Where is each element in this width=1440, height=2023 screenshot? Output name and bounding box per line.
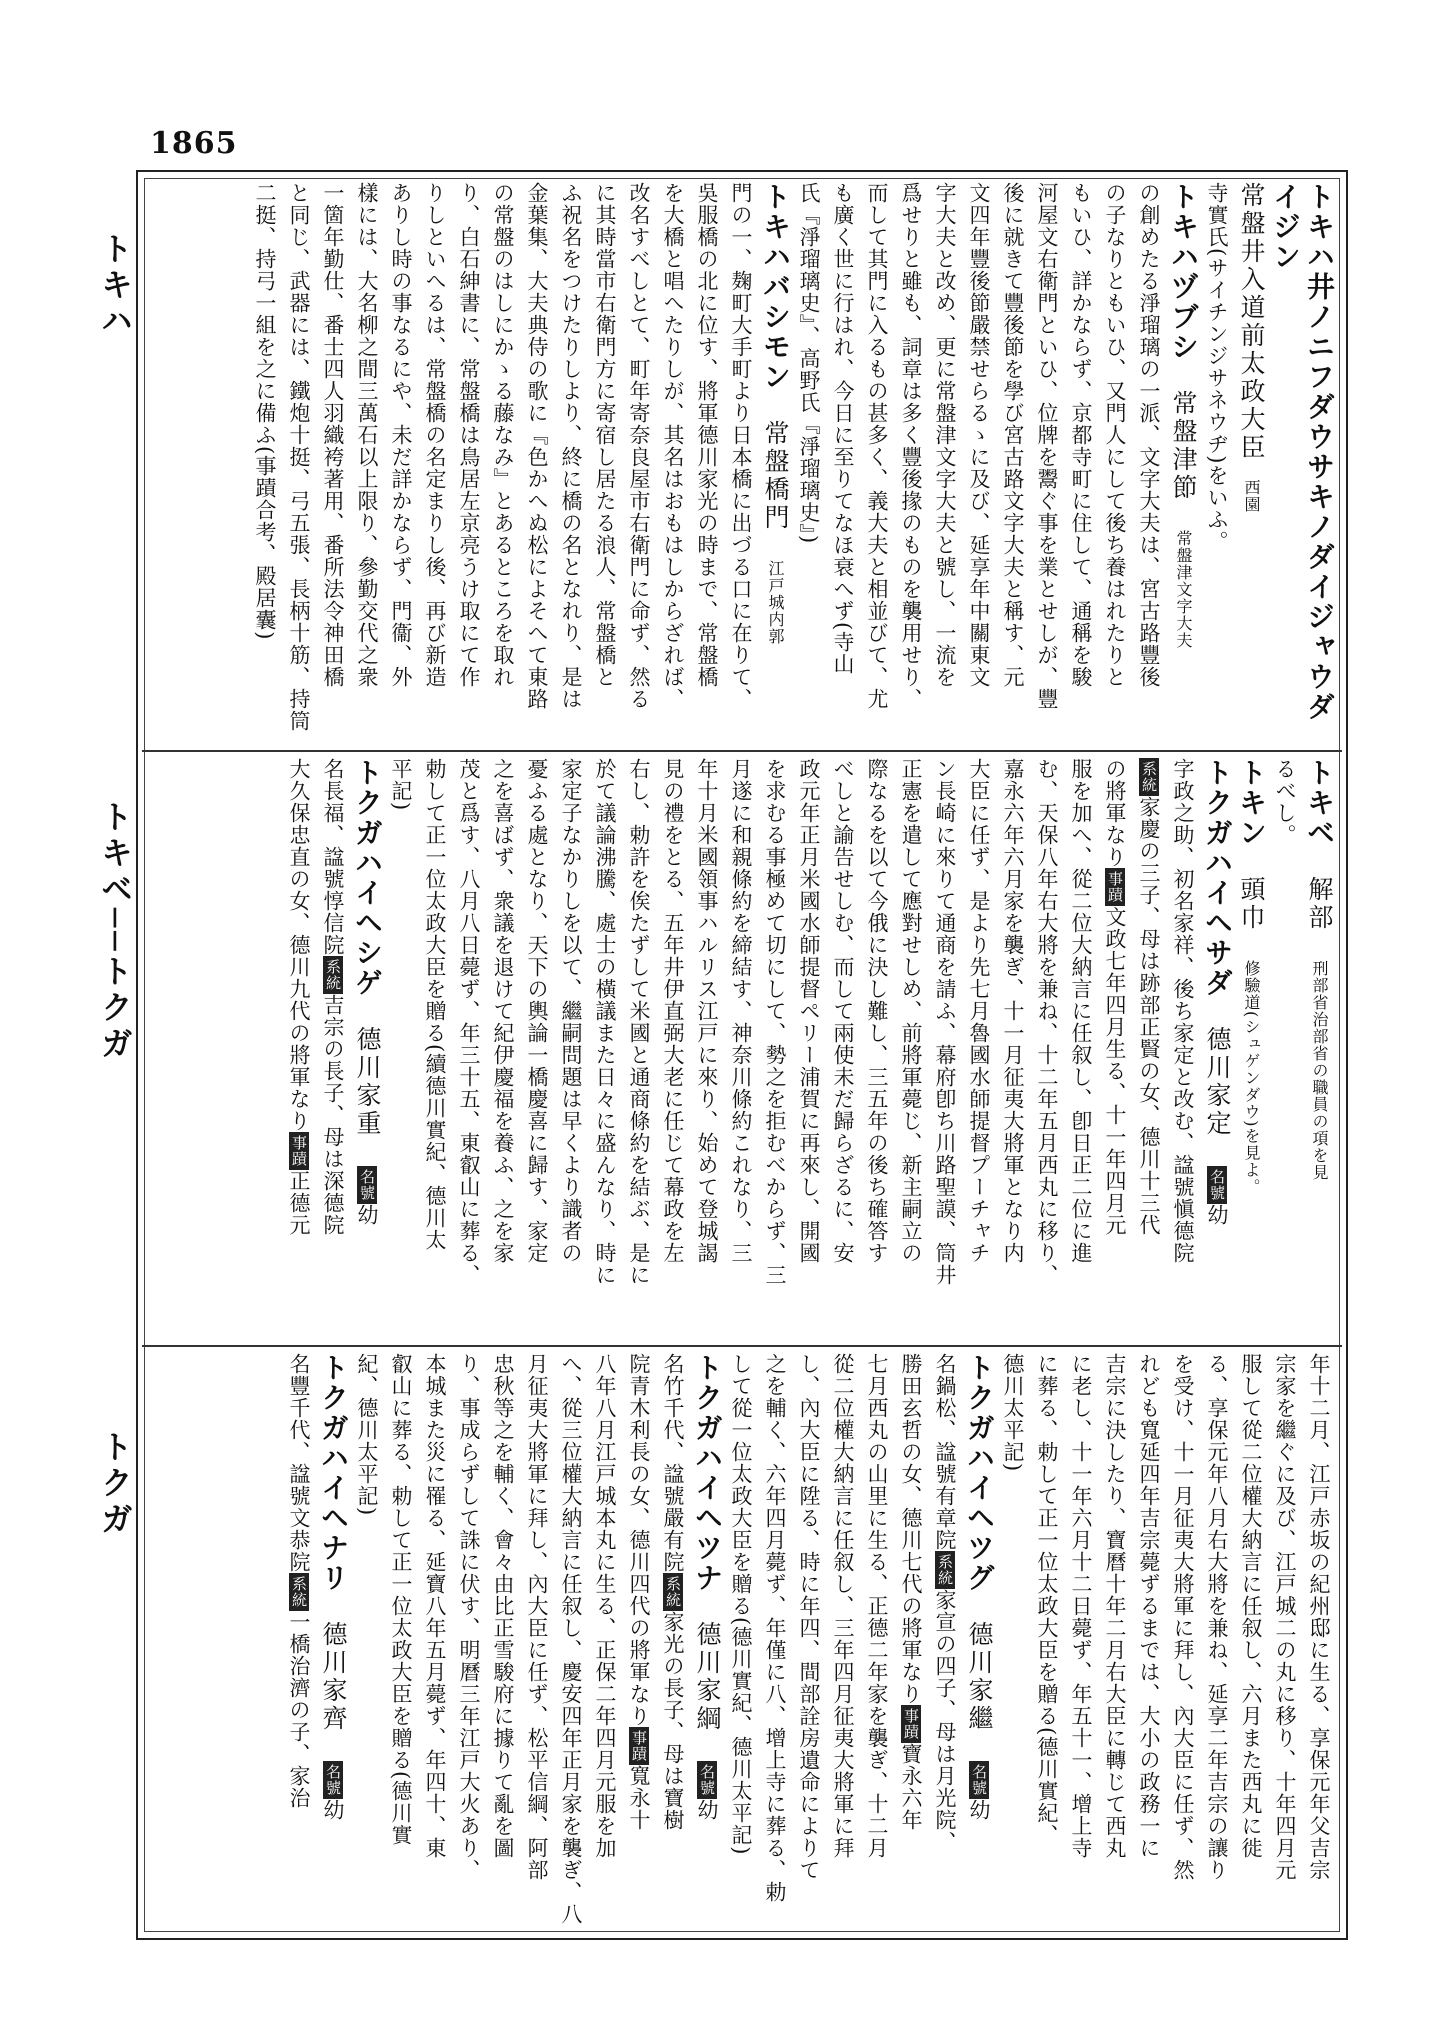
entry-text: 紀、德川太平記) [355,1353,379,1517]
entry-text: 幼 [321,1799,345,1821]
entry-text: の常盤のはしにかゝる藤なみ』とあるところを取れ [491,182,515,688]
entry-heading: トクガハイヘシゲ [351,758,384,998]
margin-label-tokuga: トクガ [96,1430,134,1538]
section-marker: 系統 [663,1573,683,1611]
entry-text: ありし時の事なるにや、未だ詳かならず、門衞、外 [389,182,413,688]
entry-text: 正憲を遣して應對せしめ、前將軍薨じ、新主嗣立の [899,758,923,1264]
text-column [826,758,860,1338]
entry-text: を求むる事極めて切にして、勢之を拒むべからず、三 [763,758,787,1286]
entry-text: もいひ、詳かならず、京都寺町に住して、通稱を駿 [1069,182,1093,688]
text-column [724,758,758,1338]
text-column [554,1353,588,1927]
text-column [1200,182,1234,744]
text-column [316,1353,350,1927]
text-column [452,758,486,1338]
entry-text: 憂ふる處となり、天下の輿論一橋慶喜に歸す、家定 [525,758,549,1264]
entry-text: 寬永十 [627,1765,651,1831]
text-column [690,182,724,744]
section-text [282,1353,1336,1927]
entry-text: 吉宗の長子、母は深德院 [321,994,345,1236]
entry-text: 解部 [1305,848,1334,960]
entry-heading: トクガハイヘツナ [691,1353,724,1593]
text-column [1166,1353,1200,1927]
text-column [1166,758,1200,1338]
page-number: 1865 [150,126,238,161]
text-column [996,1353,1030,1927]
text-column [452,182,486,744]
entry-text: るべし。 [1273,758,1297,846]
entry-text: 德川家定 [1203,998,1232,1166]
entry-text: 本城また災に罹る、延寶八年五月薨ず、年四十、東 [423,1353,447,1859]
text-column [316,758,350,1338]
text-column [1166,182,1200,744]
entry-text: 家慶の三子、母は跡部正賢の女、德川十三代 [1137,796,1161,1236]
entry-text: 茂と爲す、八月八日薨ず、年三十五、東叡山に葬る、 [457,758,481,1286]
text-column [792,758,826,1338]
entry-text: 吳服橋の北に位す、將軍德川家光の時まで、常盤橋 [695,182,719,688]
entry-text: り、事成らずして誅に伏す、明曆三年江戸大火あり、 [457,1353,481,1881]
text-column [860,1353,894,1927]
text-column [894,758,928,1338]
entry-text: 右し、勅許を俟たずして米國と通商條約を結ぶ、是に [627,758,651,1286]
entry-text: 嘉永六年六月家を襲ぎ、十一月征夷大將軍となり内 [1001,758,1025,1264]
entry-text: 名長福、諡號惇信院 [321,758,345,956]
entry-text: 德川家綱 [693,1593,722,1761]
text-column [860,758,894,1338]
text-column [1132,758,1166,1338]
entry-text: 德川太平記) [1001,1353,1025,1473]
text-column [588,758,622,1338]
text-column [452,1353,486,1927]
text-column [962,182,996,744]
entry-text: 刑部省治部省の職員の項を見 [1310,960,1329,1181]
section-text [248,182,1336,744]
entry-text: の子なりともいひ、又門人にして後ち養はれたりと [1103,182,1127,688]
entry-heading: トクガハイヘツグ [963,1353,996,1593]
entry-text: れども寬延四年吉宗薨ずるまでは、大小の政務一に [1137,1353,1161,1859]
entry-heading: トクガハイヘサダ [1201,758,1234,998]
entry-text: 正德元 [287,1170,311,1236]
entry-text: 政元年正月米國水師提督ペリー浦賀に再來し、開國 [797,758,821,1264]
section-marker: 名號 [357,1166,377,1204]
text-column [1030,182,1064,744]
text-column [860,182,894,744]
entry-text: 家定子なかりしを以て、繼嗣問題は早くより識者の [559,758,583,1264]
entry-text: に其時當市右衛門方に寄宿し居たる浪人、常盤橋と [593,182,617,688]
entry-text: 院青木利長の女、德川四代の將軍なり [627,1353,651,1727]
entry-text: 後に就きて豐後節を學び宮古路文字大夫と稱す、元 [1001,182,1025,688]
entry-text: りしといへるは、常盤橋の名定まりし後、再び新造 [423,182,447,688]
text-column [1268,1353,1302,1927]
section-marker: 系統 [289,1573,309,1611]
text-column [520,182,554,744]
entry-text: 吉宗に決したり、寶曆十年二月右大臣に轉じて西丸 [1103,1353,1127,1859]
entry-text: 服を加へ、從二位大納言に任叙し、卽日正二位に進 [1069,758,1093,1264]
text-column [520,758,554,1338]
text-column [486,182,520,744]
entry-text: 月遂に和親條約を締結す、神奈川條約これなり、三 [729,758,753,1264]
entry-text: し、內大臣に陞る、時に年四、間部詮房遺命によりて [797,1353,821,1881]
entry-text: 際なるを以て今俄に決し難し、三五年の後ち確答す [865,758,889,1264]
entry-text: 家光の長子、母は寶樹 [661,1611,685,1831]
entry-text: 八年八月江戸城本丸に生る、正保二年四月元服を加 [593,1353,617,1859]
entry-text: 名豐千代、諡號文恭院 [287,1353,311,1573]
entry-text: 德川家繼 [965,1593,994,1761]
entry-text: る、享保元年八月右大將を兼ね、延享二年吉宗の讓り [1205,1353,1229,1881]
section-divider [142,750,1342,752]
entry-text: 大久保忠直の女、德川九代の將軍なり [287,758,311,1132]
entry-text: 一箇年勤仕、番士四人羽織袴著用、番所法令神田橋 [321,182,345,688]
text-column [758,182,792,744]
text-column [792,1353,826,1927]
text-column [282,182,316,744]
text-column [996,758,1030,1338]
entry-text: 見の禮をとる、五年井伊直弼大老に任じて幕政を左 [661,758,685,1264]
text-section-upper [150,182,1336,744]
text-column [1098,758,1132,1338]
text-column [622,1353,656,1927]
text-column [622,758,656,1338]
text-column [758,1353,792,1927]
entry-text: 七月西丸の山里に生る、正德二年家を襲ぎ、十二月 [865,1353,889,1859]
text-column [1030,758,1064,1338]
entry-text: 二挺、持弓一組を之に備ふ(事蹟合考、殿居囊) [253,182,277,641]
text-column [1132,1353,1166,1927]
entry-heading: トキハ井ノニフダウサキノダイジャウダイジン [1269,182,1336,722]
entry-text: 常盤津文字大夫 [1174,530,1193,649]
text-column [724,1353,758,1927]
entry-text: 而して其門に入るもの甚多く、義大夫と相並びて、尤 [865,182,889,710]
entry-text: 爲せりと雖も、詞章は多く豐後掾のものを襲用せり、 [899,182,923,710]
entry-text: 德川家重 [353,998,382,1166]
text-column [1064,182,1098,744]
entry-text: 寺實氏(サイチンジサネウヂ)をいふ。 [1205,182,1229,553]
text-column [384,182,418,744]
entry-text: 幼 [967,1799,991,1821]
entry-text: 文政七年四月生る、十一年四月元 [1103,906,1127,1236]
entry-text: 寶永六年 [899,1743,923,1831]
text-column [520,1353,554,1927]
entry-text: に老し、十一年六月十二日薨ず、年五十一、增上寺 [1069,1353,1093,1859]
entry-text: 勝田玄哲の女、德川七代の將軍なり [899,1353,923,1705]
text-column [758,758,792,1338]
text-section-middle [150,758,1336,1338]
entry-text: 門の一、麹町大手町より日本橋に出づる口に在りて、 [729,182,753,710]
section-marker: 事蹟 [1105,868,1125,906]
entry-text: む、天保八年右大將を兼ね、十二年五月西丸に移り、 [1035,758,1059,1286]
text-column [1302,1353,1336,1927]
text-column [1064,758,1098,1338]
entry-text: 樣には、大名柳之間三萬石以上限り、參勤交代之衆 [355,182,379,688]
entry-text: 勅して正一位太政大臣を贈る(續德川實紀、德川太 [423,758,447,1252]
text-column [486,758,520,1338]
text-column [1098,182,1132,744]
text-column [1132,182,1166,744]
text-column [826,182,860,744]
entry-text: 於て議論沸騰、處士の橫議また日々に盛んなり、時に [593,758,617,1286]
section-marker: 名號 [969,1761,989,1799]
entry-text: 江戸城内郭 [766,560,785,645]
entry-text: 之を喜ばず、衆議を退けて紀伊慶福を養ふ、之を家 [491,758,515,1264]
entry-text: を大橋と唱へたりしが、其名はおもはしからざれば、 [661,182,685,710]
text-column [1200,758,1234,1338]
text-column [690,758,724,1338]
text-column [1098,1353,1132,1927]
text-column [418,182,452,744]
text-column [928,1353,962,1927]
entry-text: 月征夷大將軍に拜し、內大臣に任ず、松平信綱、阿部 [525,1353,549,1881]
entry-text: に葬る、勅して正一位太政大臣を贈る(德川實紀、 [1035,1353,1059,1847]
entry-text: 氏『淨瑠璃史』、高野氏『淨瑠璃史』) [797,182,821,545]
entry-text: 西園 [1242,462,1261,513]
text-column [1302,758,1336,1338]
section-marker: 名號 [1207,1166,1227,1204]
text-column [1064,1353,1098,1927]
text-column [554,182,588,744]
text-column [1234,758,1268,1338]
entry-text: の創めたる淨瑠璃の一派、文字大夫は、宮古路豐後 [1137,182,1161,688]
entry-text: 幼 [1205,1204,1229,1226]
entry-heading: トキハヅブシ [1167,182,1200,362]
text-column [1030,1353,1064,1927]
entry-text: 名鍋松、諡號有章院 [933,1353,957,1551]
entry-text: 常盤橋門 [761,392,790,560]
entry-text: 年十二月、江戸赤坂の紀州邸に生る、享保元年父吉宗 [1307,1353,1331,1881]
entry-text: ふ祝名をつけたりしより、終に橋の名となれり、是は [559,182,583,710]
text-column [656,1353,690,1927]
entry-text: 頭巾 [1237,848,1266,960]
entry-text: ン長崎に來りて通商を請ふ、幕府卽ち川路聖謨、筒井 [933,758,957,1286]
text-column [350,1353,384,1927]
entry-text: を受け、十一月征夷大將軍に拜し、內大臣に任ず、然 [1171,1353,1195,1881]
text-column [486,1353,520,1927]
entry-text: 大臣に任ず、是より先七月魯國水師提督プーチャチ [967,758,991,1264]
entry-text: 服して從二位權大納言に任叙し、六月また西丸に徙 [1239,1353,1263,1859]
entry-text: 改名すべしとて、町年寄奈良屋市右衛門に命ず、然る [627,182,651,710]
text-column [962,758,996,1338]
entry-text: 家宣の四子、母は月光院、 [933,1589,957,1853]
text-column [384,758,418,1338]
text-column [894,1353,928,1927]
text-column [826,1353,860,1927]
entry-text: べしと諭告せしむ、而して兩使未だ歸らざるに、安 [831,758,855,1264]
text-column [554,758,588,1338]
entry-text: して從一位太政大臣を贈る(德川實紀、德川太平記) [729,1353,753,1856]
entry-text: 幼 [355,1204,379,1226]
entry-heading: トキン [1235,758,1268,848]
text-column [928,182,962,744]
text-column [996,182,1030,744]
text-column [622,182,656,744]
entry-text: 幼 [695,1799,719,1821]
section-marker: 事蹟 [629,1727,649,1765]
entry-text: 修驗道(シュゲンダウ)を見よ。 [1242,960,1261,1196]
entry-text: 河屋文右衛門といひ、位牌を鬻ぐ事を業とせしが、豐 [1035,182,1059,710]
text-column [282,758,316,1338]
entry-text: の將軍なり [1103,758,1127,868]
entry-text: 德川家齊 [319,1593,348,1761]
text-column [588,1353,622,1927]
entry-text: 之を輔く、六年四月薨ず、年僅に八、增上寺に葬る、勅 [763,1353,787,1903]
entry-text: 叡山に葬る、勅して正一位太政大臣を贈る(德川實 [389,1353,413,1847]
entry-heading: トクガハイヘナリ [317,1353,350,1593]
section-divider [142,1345,1342,1347]
text-column [656,182,690,744]
text-column [724,182,758,744]
section-marker: 系統 [1139,758,1159,796]
entry-text: 金葉集、大夫典侍の歌に『色かへぬ松によそへて東路 [525,182,549,710]
entry-text: へ、從三位權大納言に任叙し、慶安四年正月家を襲ぎ、八 [559,1353,583,1925]
text-column [588,182,622,744]
text-column [1234,182,1268,744]
entry-text: 忠秋等之を輔く、會々由比正雪駿府に據りて亂を圖 [491,1353,515,1859]
section-marker: 名號 [323,1761,343,1799]
entry-text: と同じ、武器には、鐵炮十挺、弓五張、長柄十筋、持筒 [287,182,311,732]
text-column [894,182,928,744]
text-column [248,182,282,744]
entry-text: 常盤井入道前太政大臣 [1237,182,1266,462]
entry-text: 一橋治濟の子、家治 [287,1611,311,1809]
entry-text: 字大夫と改め、更に常盤津文字大夫と號し、一流を [933,182,957,688]
section-marker: 事蹟 [289,1132,309,1170]
entry-text: り、白石紳書に、常盤橋は鳥居左京亮うけ取にて作 [457,182,481,688]
section-marker: 系統 [935,1551,955,1589]
entry-text: 平記) [389,758,413,812]
text-column [282,1353,316,1927]
section-marker: 名號 [697,1761,717,1799]
entry-text: 年十月米國領事ハルリス江戸に來り、始めて登城謁 [695,758,719,1264]
text-column [418,1353,452,1927]
text-column [1200,1353,1234,1927]
text-column [690,1353,724,1927]
text-column [418,758,452,1338]
text-column [1268,182,1336,744]
text-column [792,182,826,744]
text-column [962,1353,996,1927]
entry-heading: トキハバシモン [759,182,792,392]
text-column [656,758,690,1338]
entry-text: 從二位權大納言に任叙し、三年四月征夷大將軍に拜 [831,1353,855,1859]
text-column [316,182,350,744]
entry-text: 字政之助、初名家祥、後ち家定と改む、諡號愼德院 [1171,758,1195,1264]
text-section-lower [150,1353,1336,1927]
entry-text: も廣く世に行はれ、今日に至りてなほ衰へず(寺山 [831,182,855,676]
section-text [282,758,1336,1338]
text-column [384,1353,418,1927]
margin-label-tokibe-tokuga: トキベ──トクガ [96,800,134,1063]
entry-heading: トキベ [1303,758,1336,848]
margin-label-tokiha: トキハ [96,232,134,340]
text-column [928,758,962,1338]
entry-text: 宗家を繼ぐに及び、江戸城二の丸に移り、十年四月元 [1273,1353,1297,1881]
section-marker: 系統 [323,956,343,994]
text-column [350,182,384,744]
text-column [350,758,384,1338]
section-marker: 事蹟 [901,1705,921,1743]
entry-text: 常盤津節 [1169,362,1198,530]
entry-text: 名竹千代、諡號嚴有院 [661,1353,685,1573]
entry-text: 文四年豐後節嚴禁せらるゝに及び、延享年中關東文 [967,182,991,688]
text-column [1268,758,1302,1338]
text-column [1234,1353,1268,1927]
